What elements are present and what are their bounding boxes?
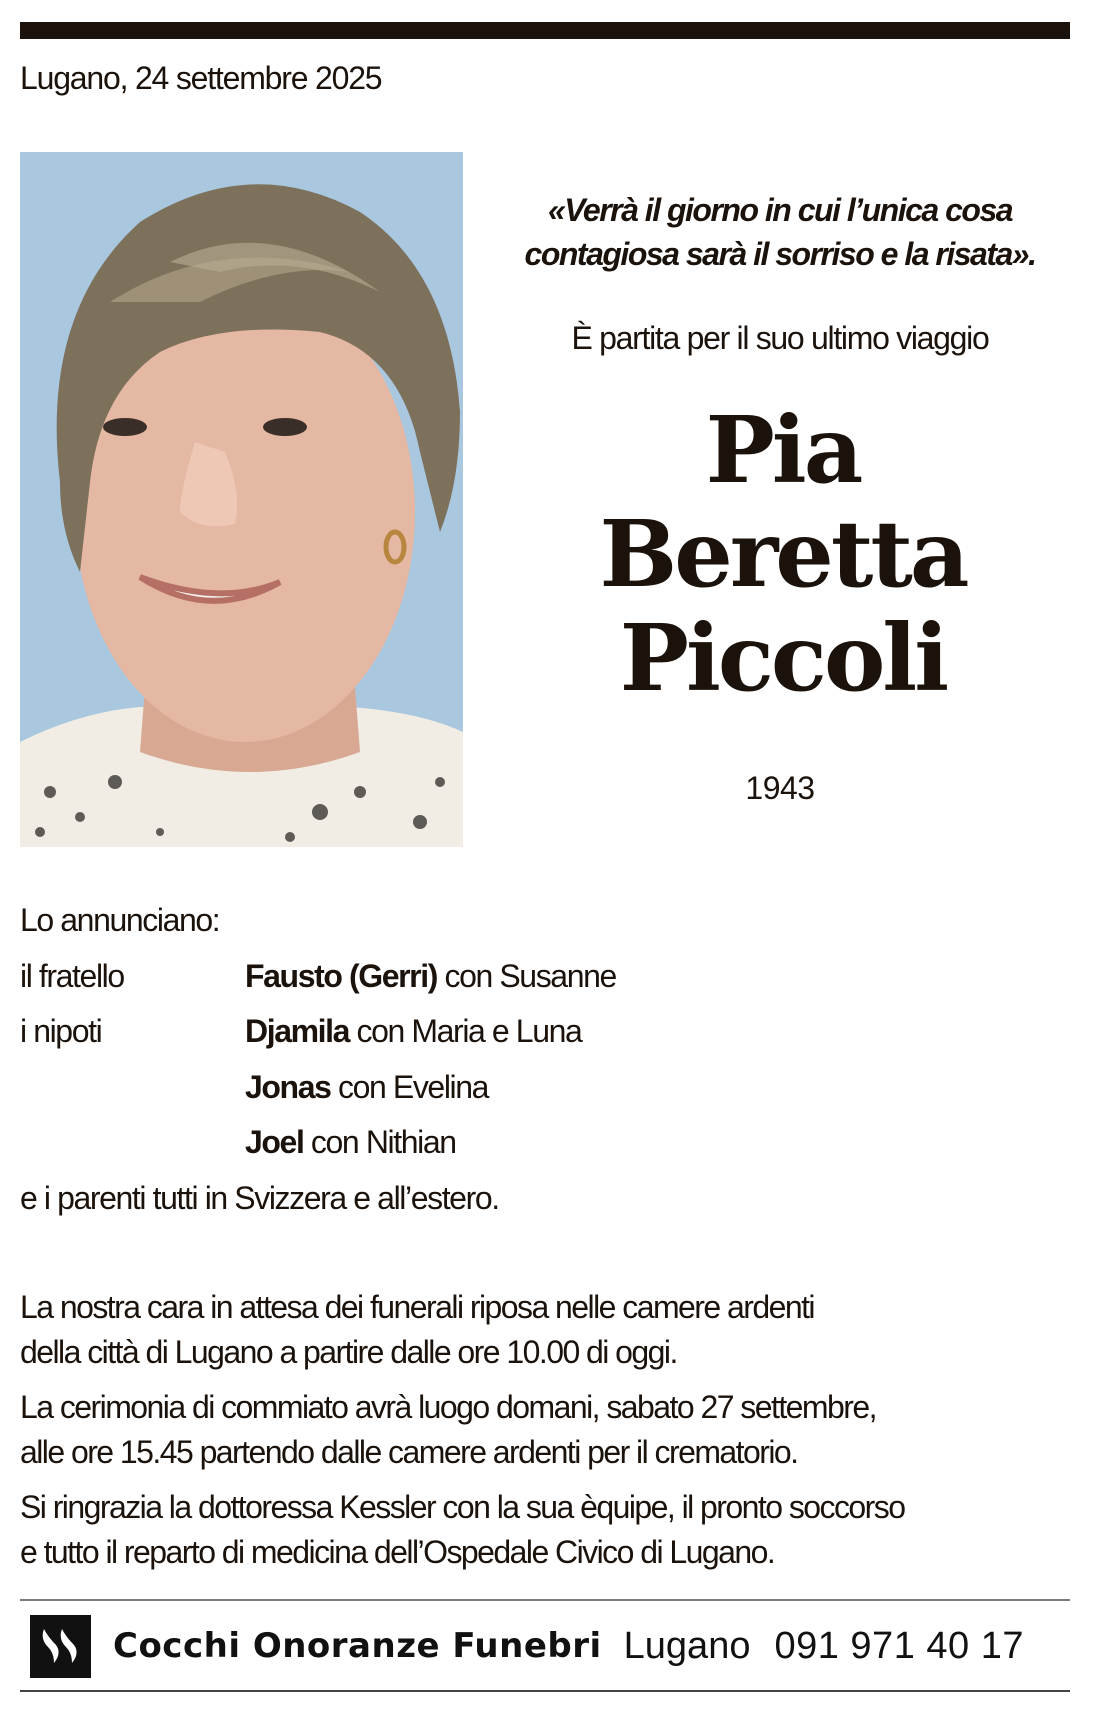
name-middle: Beretta [599, 500, 967, 608]
announcers-closing: e i parenti tutti in Svizzera e all’estero. [20, 1179, 499, 1216]
portrait-illustration [20, 152, 463, 847]
funeral-home-city: Lugano [623, 1624, 751, 1667]
announcer-row [20, 1060, 499, 1116]
quote-line-1: «Verrà il giorno in cui l’unica cosa [547, 192, 1013, 228]
paragraph-thanks: Si ringrazia la dottoressa Kessler con la sua èquipe, il pronto soccorso e tutto il reparto di medicina dell’Ospedale Civico di Lugano. [20, 1489, 905, 1570]
announcer-partner: con Evelina [330, 1068, 489, 1105]
announcer-role: i nipoti [20, 1013, 102, 1049]
announcer-names [245, 1060, 488, 1116]
funeral-home-footer [30, 1614, 1024, 1678]
announcers-section [20, 893, 616, 1226]
departure-subtitle: È partita per il suo ultimo viaggio [571, 320, 989, 356]
footer-divider-bottom [20, 1690, 1070, 1692]
deceased-name [483, 398, 1083, 710]
memorial-quote [480, 188, 1080, 276]
funeral-details [20, 1285, 1080, 1585]
announcer-names [245, 1004, 581, 1060]
birth-year: 1943 [745, 770, 815, 806]
announcer-names [245, 1115, 456, 1171]
funeral-home-phone: 091 971 40 17 [774, 1624, 1024, 1667]
paragraph-vigil: La nostra cara in attesa dei funerali riposa nelle camere ardenti della città di Lugano a partire dalle ore 10.00 di oggi. [20, 1289, 814, 1370]
announcer-partner: con Susanne [436, 957, 616, 994]
top-rule [20, 22, 1070, 39]
flames-logo-icon [30, 1615, 91, 1678]
announcer-primary-name: Joel [245, 1124, 304, 1160]
announcer-row [20, 1115, 499, 1171]
announcer-primary-name: Jonas [245, 1068, 331, 1105]
name-first: Pia [705, 396, 861, 504]
announcer-primary-name: Djamila [245, 1013, 350, 1049]
announcers-intro: Lo annunciano: [20, 902, 220, 938]
announcer-names [245, 949, 616, 1005]
paragraph-ceremony: La cerimonia di commiato avrà luogo domani, sabato 27 settembre, alle ore 15.45 partendo dalle camere ardenti per il crematorio. [20, 1389, 876, 1470]
name-last: Piccoli [619, 604, 947, 712]
announcer-primary-name: Fausto (Gerri) [245, 957, 437, 994]
footer-divider-top [20, 1599, 1070, 1601]
dateline: Lugano, 24 settembre 2025 [20, 60, 382, 96]
announcer-row [20, 1004, 582, 1060]
funeral-home-name: Cocchi Onoranze Funebri [113, 1626, 602, 1666]
quote-line-2: contagiosa sarà il sorriso e la risata». [524, 236, 1036, 272]
announcer-role: il fratello [20, 957, 124, 994]
announcer-partner: con Nithian [303, 1124, 456, 1160]
portrait-photo [20, 152, 463, 847]
announcer-partner: con Maria e Luna [349, 1013, 582, 1049]
announcer-row [20, 949, 616, 1005]
